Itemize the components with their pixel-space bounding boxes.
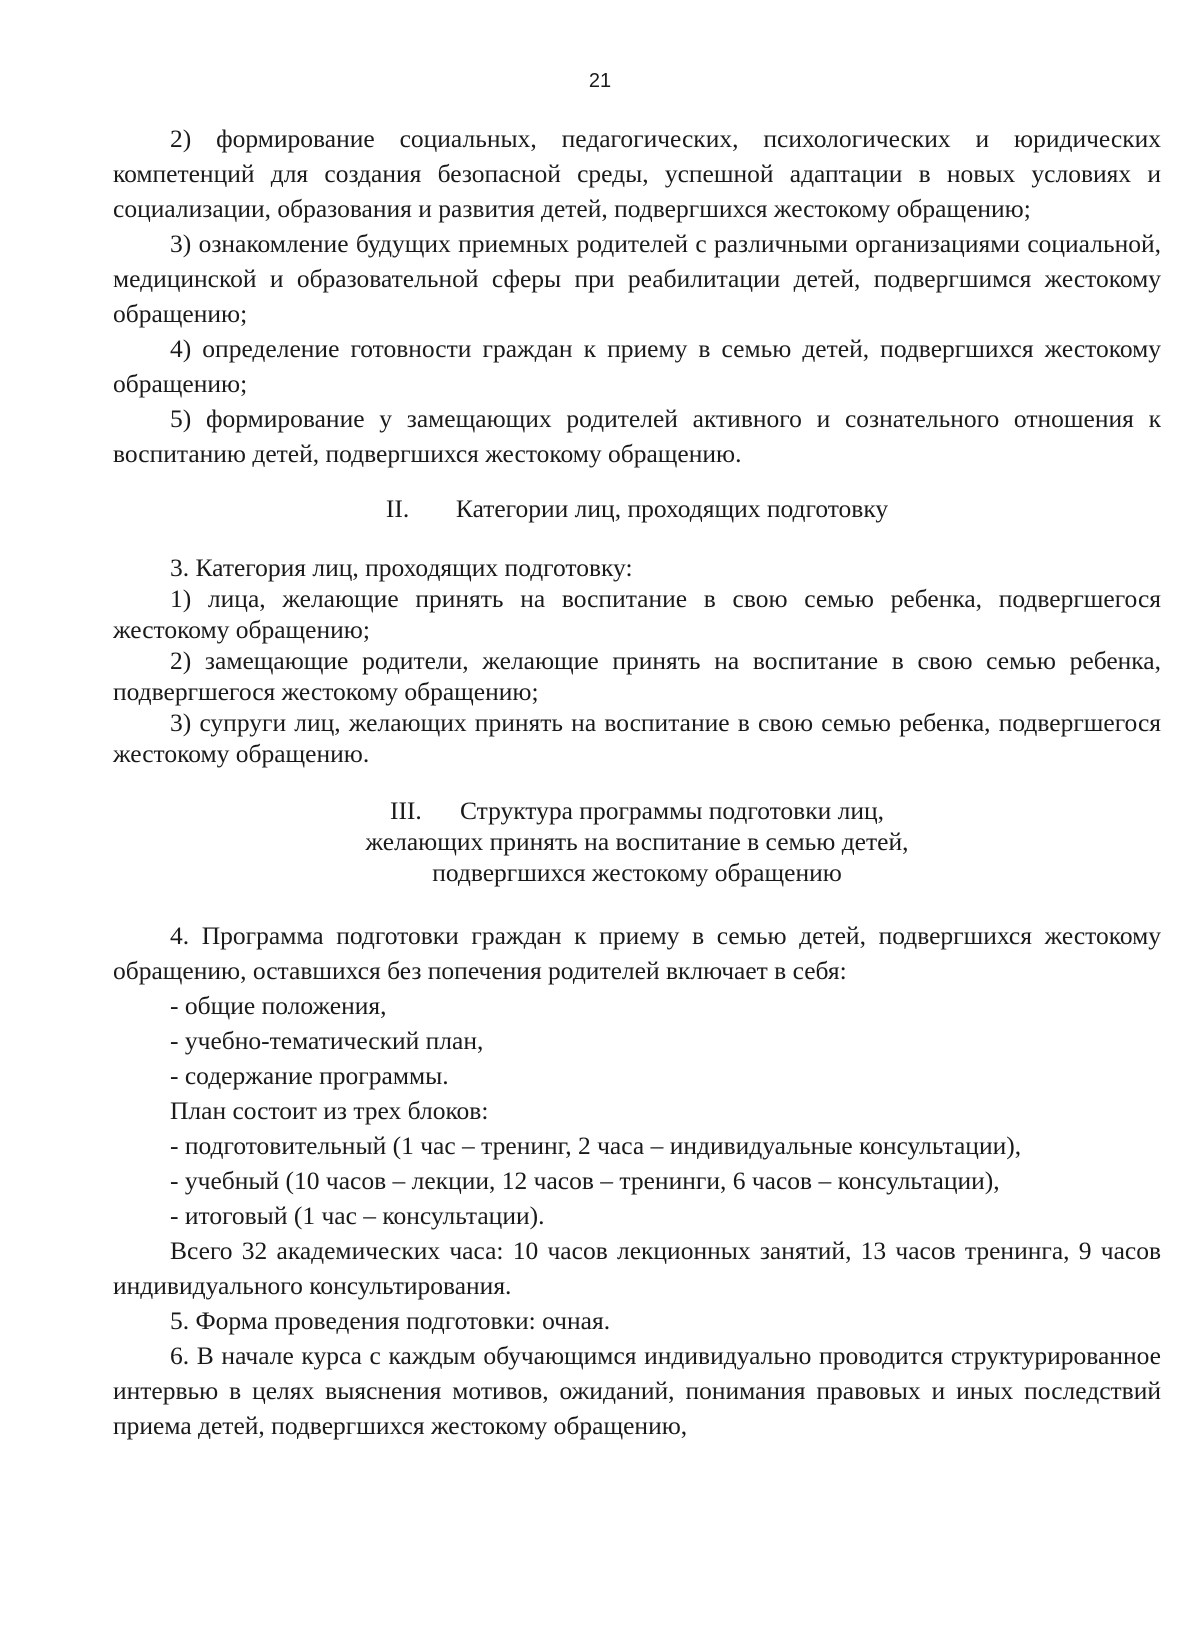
list-item-content: - содержание программы. bbox=[170, 1061, 449, 1090]
paragraph-6: 6. В начале курса с каждым обучающимся индивидуально проводится структурированное интервью в целях выяснения мотивов, ожиданий, понимания правовых и иных последствий приема детей, подвергшихся жестокому обращению, bbox=[113, 1341, 1161, 1440]
section-2-item-2: 2) замещающие родители, желающие принять на воспитание в свою семью ребенка, подвергшегося жестокому обращению; bbox=[113, 646, 1161, 706]
block-final: - итоговый (1 час – консультации). bbox=[170, 1201, 545, 1230]
list-item-plan: - учебно-тематический план, bbox=[170, 1026, 484, 1055]
section-2-item-3: 3) супруги лиц, желающих принять на воспитание в свою семью ребенка, подвергшегося жестокому обращению. bbox=[113, 708, 1161, 768]
section-3-title-line-3: подвергшихся жестокому обращению bbox=[432, 858, 842, 887]
intro-item-4: 4) определение готовности граждан к приему в семью детей, подвергшихся жестокому обращению; bbox=[113, 334, 1161, 398]
document-body bbox=[113, 121, 1161, 1443]
page-number: 21 bbox=[588, 70, 612, 92]
intro-item-3: 3) ознакомление будущих приемных родителей с различными организациями социальной, медицинской и образовательной сферы при реабилитации детей, подвергшимся жестокому обращению; bbox=[113, 229, 1161, 328]
list-item-general: - общие положения, bbox=[170, 991, 387, 1020]
section-2-title: Категории лиц, проходящих подготовку bbox=[455, 494, 889, 523]
section-3-number: III. bbox=[389, 796, 422, 825]
block-preparatory: - подготовительный (1 час – тренинг, 2 часа – индивидуальные консультации), bbox=[170, 1131, 1022, 1160]
intro-item-2: 2) формирование социальных, педагогических, психологических и юридических компетенций для создания безопасной среды, успешной адаптации в новых условиях и социализации, образования и развития детей, подвергшихся жестокому обращению; bbox=[113, 124, 1161, 223]
block-educational: - учебный (10 часов – лекции, 12 часов – тренинги, 6 часов – консультации), bbox=[170, 1166, 1000, 1195]
plan-intro: План состоит из трех блоков: bbox=[170, 1096, 489, 1125]
section-2-list bbox=[113, 552, 1161, 769]
section-2-heading bbox=[113, 491, 1161, 526]
section-2-item-intro: 3. Категория лиц, проходящих подготовку: bbox=[170, 553, 633, 582]
paragraph-5: 5. Форма проведения подготовки: очная. bbox=[170, 1306, 611, 1335]
total-hours: Всего 32 академических часа: 10 часов лекционных занятий, 13 часов тренинга, 9 часов индивидуального консультирования. bbox=[113, 1236, 1161, 1300]
paragraph-4: 4. Программа подготовки граждан к приему в семью детей, подвергшихся жестокому обращению, оставшихся без попечения родителей включает в себя: bbox=[113, 921, 1161, 985]
intro-item-5: 5) формирование у замещающих родителей активного и сознательного отношения к воспитанию детей, подвергшихся жестокому обращению. bbox=[113, 404, 1161, 468]
section-3-title-line-1: Структура программы подготовки лиц, bbox=[459, 796, 885, 825]
section-3-heading bbox=[113, 795, 1161, 888]
section-2-number: II. bbox=[385, 494, 410, 523]
section-3-title-line-2: желающих принять на воспитание в семью детей, bbox=[365, 827, 909, 856]
section-3-heading-line-1 bbox=[113, 795, 1161, 826]
section-2-item-1: 1) лица, желающие принять на воспитание в свою семью ребенка, подвергшегося жестокому обращению; bbox=[113, 584, 1161, 644]
